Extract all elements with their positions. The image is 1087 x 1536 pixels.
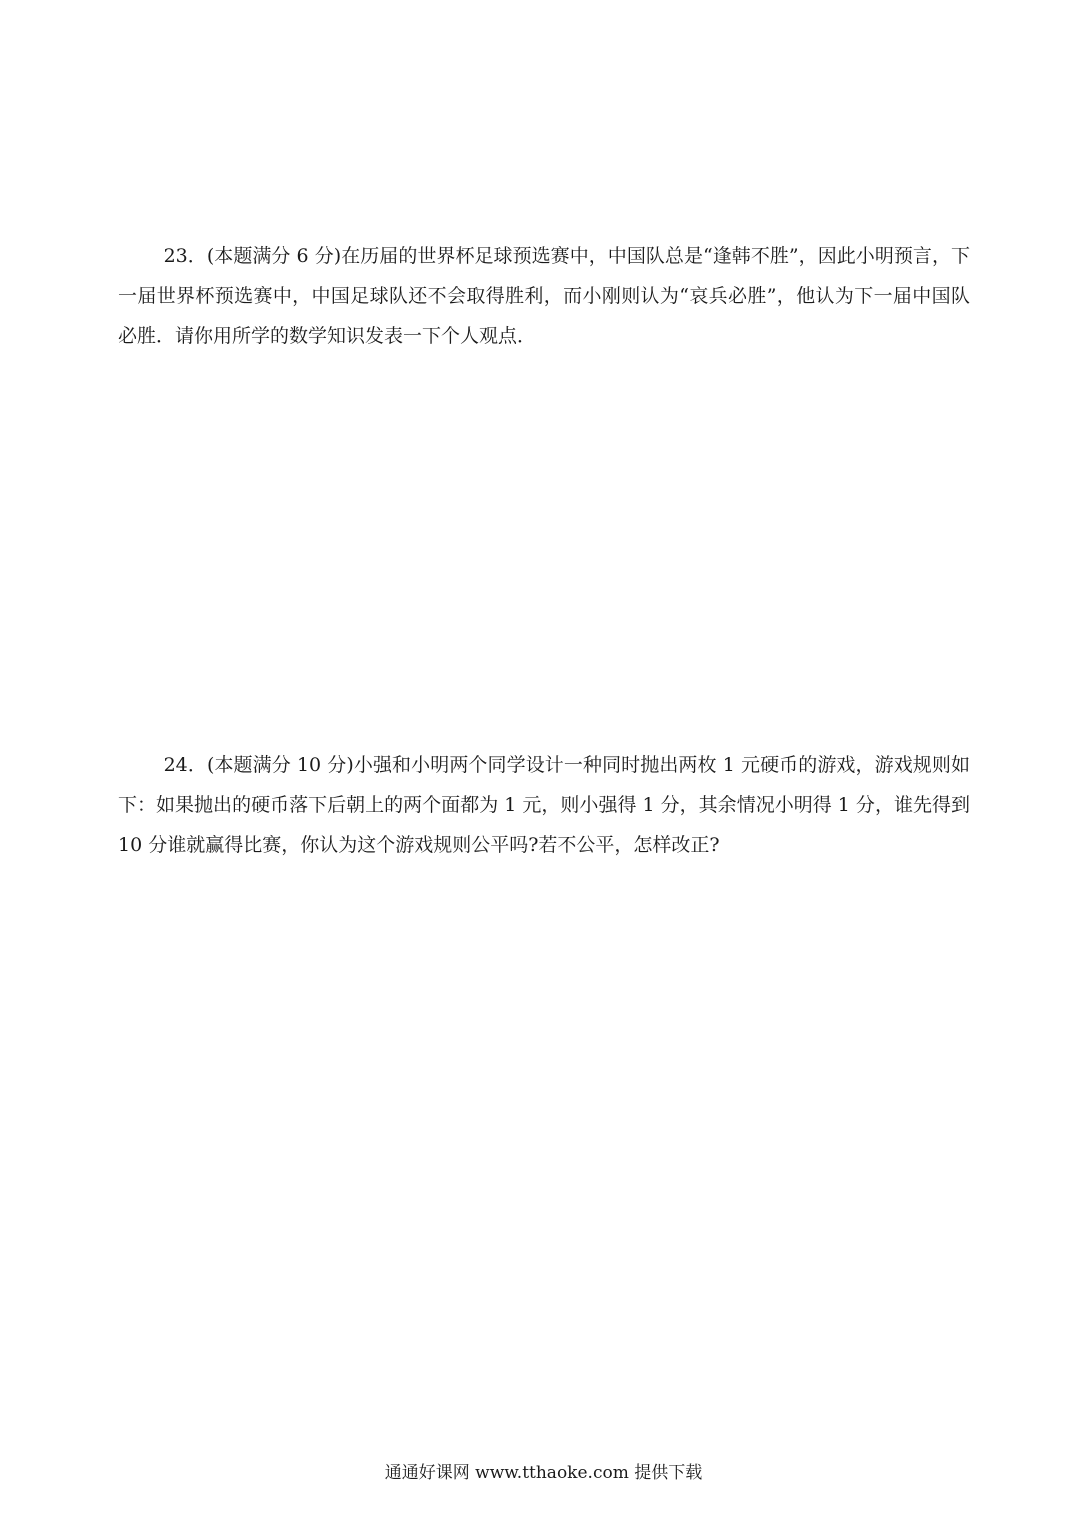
footer-text: 通通好课网 www.tthaoke.com 提供下载 [384,1463,703,1483]
problem-23-text: 23．(本题满分 6 分)在历届的世界杯足球预选赛中，中国队总是“逢韩不胜”，因此小明预言，下一届世界杯预选赛中，中国足球队还不会取得胜利，而小刚则认为“哀兵必胜”，他认为下一届中国队必胜．请你用所学的数学知识发表一下个人观点． [118,245,970,347]
problem-24-text: 24．(本题满分 10 分)小强和小明两个同学设计一种同时抛出两枚 1 元硬币的游戏，游戏规则如下：如果抛出的硬币落下后朝上的两个面都为 1 元，则小强得 1 分，其余情况小明得 1 分，谁先得到 10 分谁就赢得比赛，你认为这个游戏规则公平吗?若不公平，怎样改正? [118,754,970,856]
problem-24 [118,745,970,865]
problem-23 [118,236,970,356]
page-footer [0,1461,1087,1485]
